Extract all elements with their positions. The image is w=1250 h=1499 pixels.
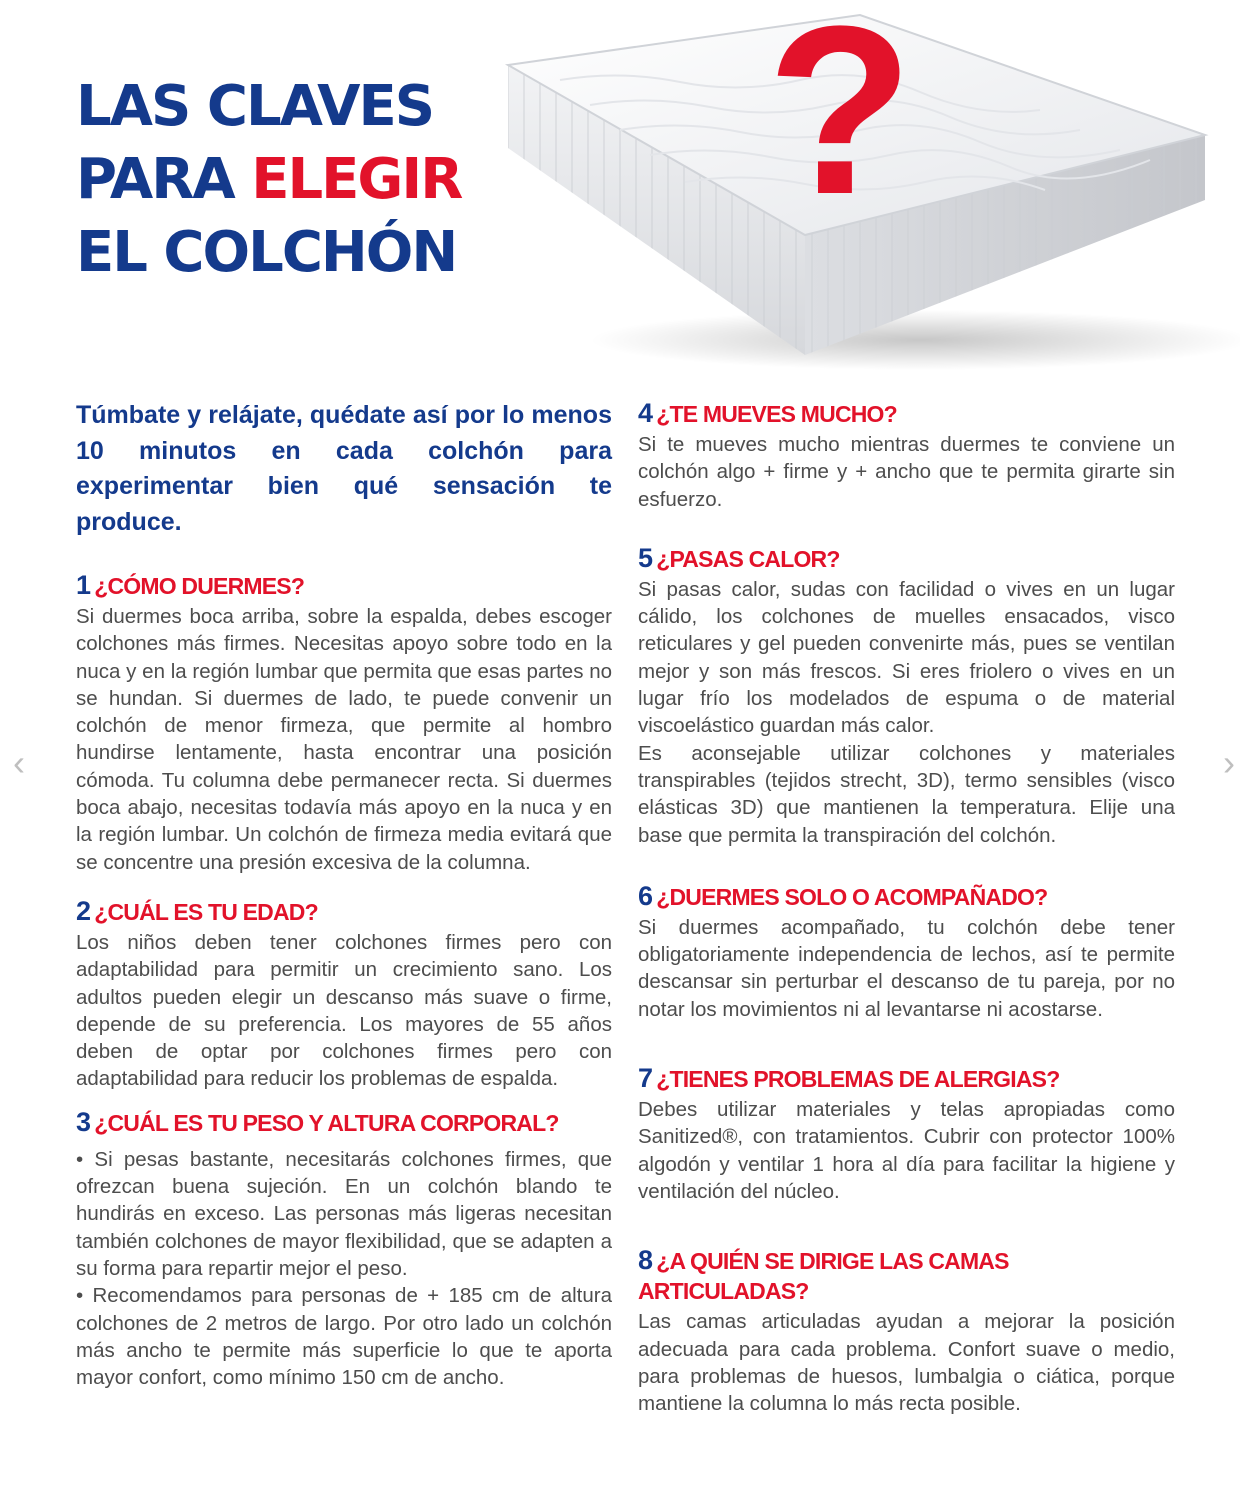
section-number: 4 — [638, 398, 653, 428]
section-text: • Si pesas bastante, necesitarás colchones firmes, que ofrezcan buena sujeción. En un colchón blando te hundirás en exceso. Las personas más ligeras necesitan también colchones de mayor flexibilidad, que se adapten a su forma para repartir mejor el peso. — [76, 1147, 612, 1280]
section-question: ¿DUERMES SOLO O ACOMPAÑADO? — [656, 883, 1048, 910]
title-line-2a: PARA — [76, 147, 252, 212]
section-question: ¿CUÁL ES TU EDAD? — [94, 898, 318, 925]
section-heading — [76, 570, 612, 601]
section-number: 8 — [638, 1245, 653, 1276]
mattress-illustration — [500, 10, 1240, 380]
section-text: Las camas articuladas ayudan a mejorar la posición adecuada para cada problema. Confort suave o medio, para problemas de huesos, lumbalgia o ciática, porque mantiene la columna lo más recta posible. — [638, 1310, 1175, 1416]
section-question: ¿TIENES PROBLEMAS DE ALERGIAS? — [656, 1066, 1060, 1093]
section-number: 2 — [76, 895, 91, 926]
section-text: Los niños deben tener colchones firmes pero con adaptabilidad para permitir un crecimiento sano. Los adultos pueden elegir un descanso más suave o firme, depende de su preferencia. Los mayores de 55 años deben de optar por colchones firmes pero con adaptabilidad para reducir los problemas de espalda. — [76, 930, 612, 1091]
section-text: • Recomendamos para personas de + 185 cm de altura colchones de 2 metros de largo. Por otro lado un colchón más ancho te permite más superficie lo que te aporta mayor confort, como mínimo 150 cm de ancho. — [76, 1284, 612, 1390]
intro-text: Túmbate y relájate, quédate así por lo menos 10 minutos en cada colchón para experimentar bien qué sensación te produce. — [76, 401, 612, 536]
right-column — [638, 398, 1175, 1417]
section-5 — [638, 543, 1175, 849]
left-column — [76, 398, 612, 1391]
section-text: Si te mueves mucho mientras duermes te conviene un colchón algo + firme y + ancho que te permita girarte sin esfuerzo. — [638, 433, 1175, 511]
section-heading — [638, 1063, 1175, 1094]
section-question: ¿CUÁL ES TU PESO Y ALTURA CORPORAL? — [94, 1109, 559, 1136]
chevron-left-icon[interactable]: ‹ — [13, 742, 25, 783]
section-question: ¿CÓMO DUERMES? — [94, 573, 305, 599]
section-3 — [76, 1107, 612, 1392]
section-4 — [638, 398, 1175, 513]
section-1 — [76, 570, 612, 876]
section-number: 7 — [638, 1063, 653, 1094]
section-heading — [638, 1245, 1175, 1306]
section-number: 3 — [76, 1106, 91, 1137]
section-number: 6 — [638, 880, 653, 911]
title-highlight: ELEGIR — [251, 147, 462, 212]
page-title — [76, 70, 461, 289]
section-question: ¿PASAS CALOR? — [656, 545, 840, 572]
question-mark: ? — [766, 10, 914, 244]
section-heading — [638, 881, 1175, 912]
section-question: ¿TE MUEVES MUCHO? — [656, 401, 897, 427]
section-text: Es aconsejable utilizar colchones y materiales transpirables (tejidos strecht, 3D), termo sensibles (visco elásticas 3D) que mantienen la temperatura. Elije una base que permita la transpiración del colchón. — [638, 741, 1175, 847]
section-text: Debes utilizar materiales y telas apropiadas como Sanitized®, con tratamientos. Cubrir con protector 100% algodón y ventilar 1 hora al día para facilitar la higiene y ventilación del núcleo. — [638, 1098, 1175, 1203]
title-line-1: LAS CLAVES — [76, 74, 434, 139]
section-heading — [638, 543, 1175, 574]
title-line-3: EL COLCHÓN — [76, 220, 457, 285]
section-text: Si duermes acompañado, tu colchón debe tener obligatoriamente independencia de lechos, así te permite descansar sin perturbar el descanso de tu pareja, por no notar los movimientos ni al levantarse ni acostarse. — [638, 915, 1175, 1021]
section-text: Si duermes boca arriba, sobre la espalda, debes escoger colchones más firmes. Necesitas apoyo sobre todo en la nuca y en la región lumbar que permita que esas partes no se hundan. Si duermes de lado, te puede convenir un colchón de menor firmeza, que permite al hombro hundirse lentamente, hasta encontrar una posición cómoda. Tu columna debe permanecer recta. Si duermes boca abajo, necesitas todavía más apoyo en la nuca y en la región lumbar. Un colchón de firmeza media evitará que se concentre una presión excesiva de la columna. — [76, 605, 612, 874]
section-question: ¿A QUIÉN SE DIRIGE LAS CAMAS ARTICULADAS? — [638, 1248, 1009, 1305]
section-text: Si pasas calor, sudas con facilidad o vives en un lugar cálido, los colchones de muelles ensacados, visco reticulares y gel pueden convenirte más, pues se ventilan mejor y son más frescos. Si eres friolero o vives en un lugar frío los modelados de espuma o de material viscoelástico guardan más calor. — [638, 577, 1175, 738]
section-number: 1 — [76, 570, 91, 600]
chevron-right-icon[interactable]: › — [1223, 742, 1235, 783]
section-heading — [76, 896, 612, 927]
section-2 — [76, 896, 612, 1093]
section-heading — [638, 398, 1175, 429]
section-8 — [638, 1245, 1175, 1417]
section-7 — [638, 1063, 1175, 1205]
section-heading — [76, 1107, 612, 1138]
section-6 — [638, 881, 1175, 1023]
section-number: 5 — [638, 542, 653, 573]
